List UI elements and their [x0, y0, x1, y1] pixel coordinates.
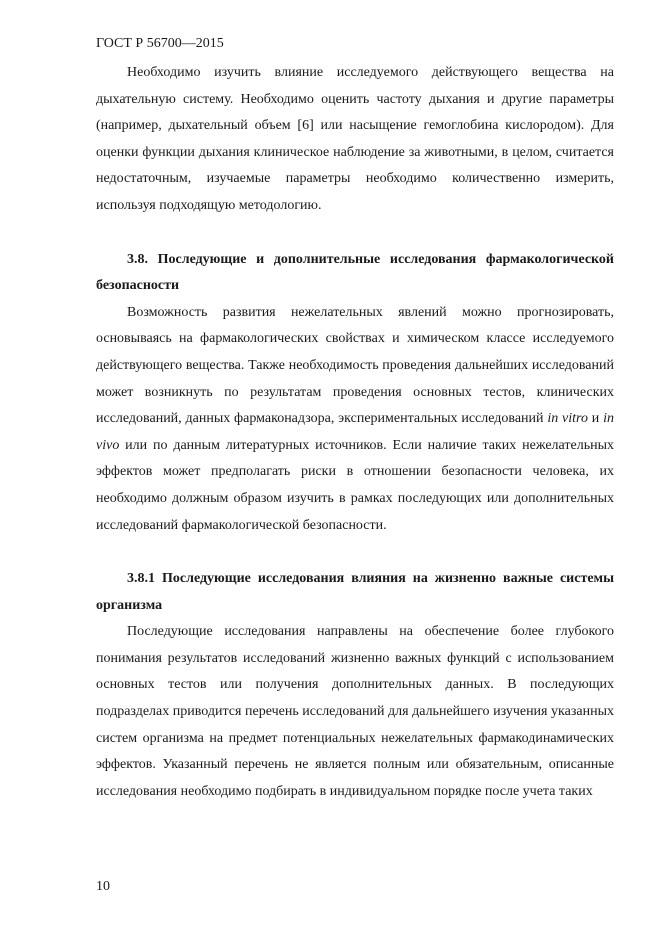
page-header: ГОСТ Р 56700—2015: [96, 36, 224, 51]
conjunction-and: и: [587, 411, 604, 427]
page-number: 10: [96, 879, 110, 894]
section-heading-3-8: 3.8. Последующие и дополнительные исследования фармакологической безопасности: [96, 251, 614, 294]
paragraph-adverse-effects-text-b: или по данным литературных источников. Если наличие таких нежелательных эффектов может предполагать риски в отношении безопасности человека, их необходимо должным образом изучить в рамках последующих или дополнительных исследований фармакологической безопасности.: [96, 437, 614, 533]
paragraph-adverse-effects-text-a: Возможность развития нежелательных явлений можно прогнозировать, основываясь на фармакологических свойствах и химическом классе исследуемого действующего вещества. Также необходимость проведения дальнейших исследований может возникнуть по результатам проведения основных тестов, клинических исследований, данных фармаконадзора, экспериментальных исследований: [96, 304, 614, 427]
page-content: [96, 60, 614, 805]
paragraph-respiratory: Необходимо изучить влияние исследуемого действующего вещества на дыхательную систему. Необходимо оценить частоту дыхания и другие параметры (например, дыхательный объем [6] или насыщение гемоглобина кислородом). Для оценки функции дыхания клиническое наблюдение за животными, в целом, считается недостаточным, изучаемые параметры необходимо количественно измерить, используя подходящую методологию.: [96, 65, 614, 213]
paragraph-adverse-effects: [96, 300, 614, 539]
section-heading-3-8-1: 3.8.1 Последующие исследования влияния на жизненно важные системы организма: [96, 571, 614, 613]
paragraph-follow-up-studies: Последующие исследования направлены на обеспечение более глубокого понимания результатов исследований жизненно важных функций с использованием основных тестов или получения дополнительных данных. В последующих подразделах приводится перечень исследований для дальнейшего изучения указанных систем организма на предмет потенциальных нежелательных фармакодинамических эффектов. Указанный перечень не является полным или обязательным, описанные исследования необходимо подбирать в индивидуальном порядке после учета таких: [96, 624, 614, 799]
term-in-vivo: in vivo: [96, 411, 614, 453]
term-in-vitro: in vitro: [547, 411, 588, 427]
